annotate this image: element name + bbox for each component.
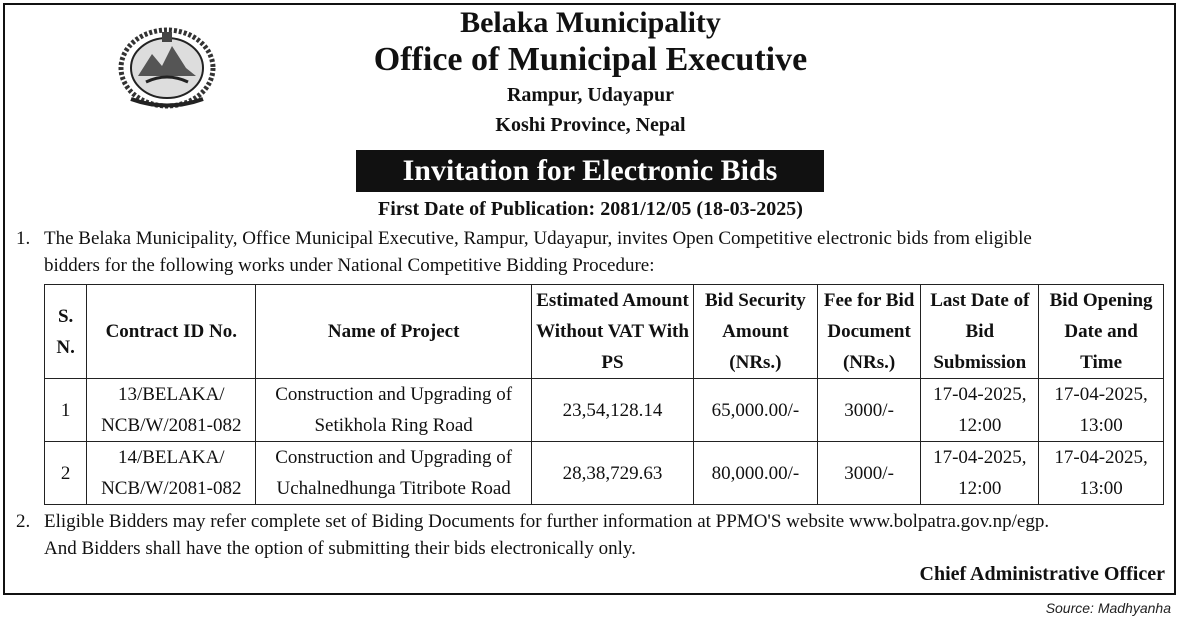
publication-date: First Date of Publication: 2081/12/05 (18-03-2025)	[378, 198, 803, 220]
cell-last-date: 17-04-2025, 12:00	[921, 379, 1039, 442]
paragraph-1-number: 1.	[16, 228, 31, 249]
table-row	[45, 379, 1164, 442]
letterhead	[0, 6, 1181, 140]
signatory-title: Chief Administrative Officer	[919, 563, 1165, 585]
column-header: Last Date of Bid Submission	[921, 285, 1039, 379]
address-line-1: Rampur, Udayapur	[506, 84, 675, 106]
paragraph-1	[16, 225, 1166, 279]
column-header: Fee for Bid Document (NRs.)	[817, 285, 921, 379]
cell-last-date: 17-04-2025, 12:00	[921, 442, 1039, 505]
column-header: Contract ID No.	[87, 285, 256, 379]
cell-sn: 2	[45, 442, 87, 505]
cell-opening: 17-04-2025, 13:00	[1039, 442, 1164, 505]
cell-project: Construction and Upgrading of Uchalnedhunga Titribote Road	[256, 442, 532, 505]
paragraph-2-line-2: And Bidders shall have the option of submitting their bids electronically only.	[44, 538, 636, 559]
column-header: Bid Opening Date and Time	[1039, 285, 1164, 379]
cell-sn: 1	[45, 379, 87, 442]
cell-security: 65,000.00/-	[694, 379, 818, 442]
table-header-row	[45, 285, 1164, 379]
column-header: Bid Security Amount (NRs.)	[694, 285, 818, 379]
bid-table	[44, 284, 1164, 505]
cell-contract-id: 14/BELAKA/ NCB/W/2081-082	[87, 442, 256, 505]
cell-estimated: 23,54,128.14	[532, 379, 694, 442]
table-row	[45, 442, 1164, 505]
paragraph-1-line-1: The Belaka Municipality, Office Municipal Executive, Rampur, Udayapur, invites Open Competitive electronic bids from eligible	[44, 228, 1032, 249]
cell-fee: 3000/-	[817, 379, 921, 442]
paragraph-2-number: 2.	[16, 511, 31, 532]
office-name: Office of Municipal Executive	[373, 41, 808, 78]
cell-fee: 3000/-	[817, 442, 921, 505]
municipality-name: Belaka Municipality	[460, 6, 721, 39]
cell-estimated: 28,38,729.63	[532, 442, 694, 505]
cell-project: Construction and Upgrading of Setikhola Ring Road	[256, 379, 532, 442]
notice-title-banner: Invitation for Electronic Bids	[356, 150, 824, 192]
cell-contract-id: 13/BELAKA/ NCB/W/2081-082	[87, 379, 256, 442]
paragraph-2-line-1: Eligible Bidders may refer complete set of Biding Documents for further information at PPMO'S website www.bolpatra.gov.np/egp.	[44, 511, 1050, 532]
cell-opening: 17-04-2025, 13:00	[1039, 379, 1164, 442]
cell-security: 80,000.00/-	[694, 442, 818, 505]
column-header: S. N.	[45, 285, 87, 379]
source-credit: Source: Madhyanha	[1045, 600, 1171, 616]
paragraph-2	[16, 508, 1166, 562]
address-line-2: Koshi Province, Nepal	[495, 114, 686, 136]
paragraph-1-line-2: bidders for the following works under National Competitive Bidding Procedure:	[44, 255, 655, 276]
column-header: Estimated Amount Without VAT With PS	[532, 285, 694, 379]
column-header: Name of Project	[256, 285, 532, 379]
